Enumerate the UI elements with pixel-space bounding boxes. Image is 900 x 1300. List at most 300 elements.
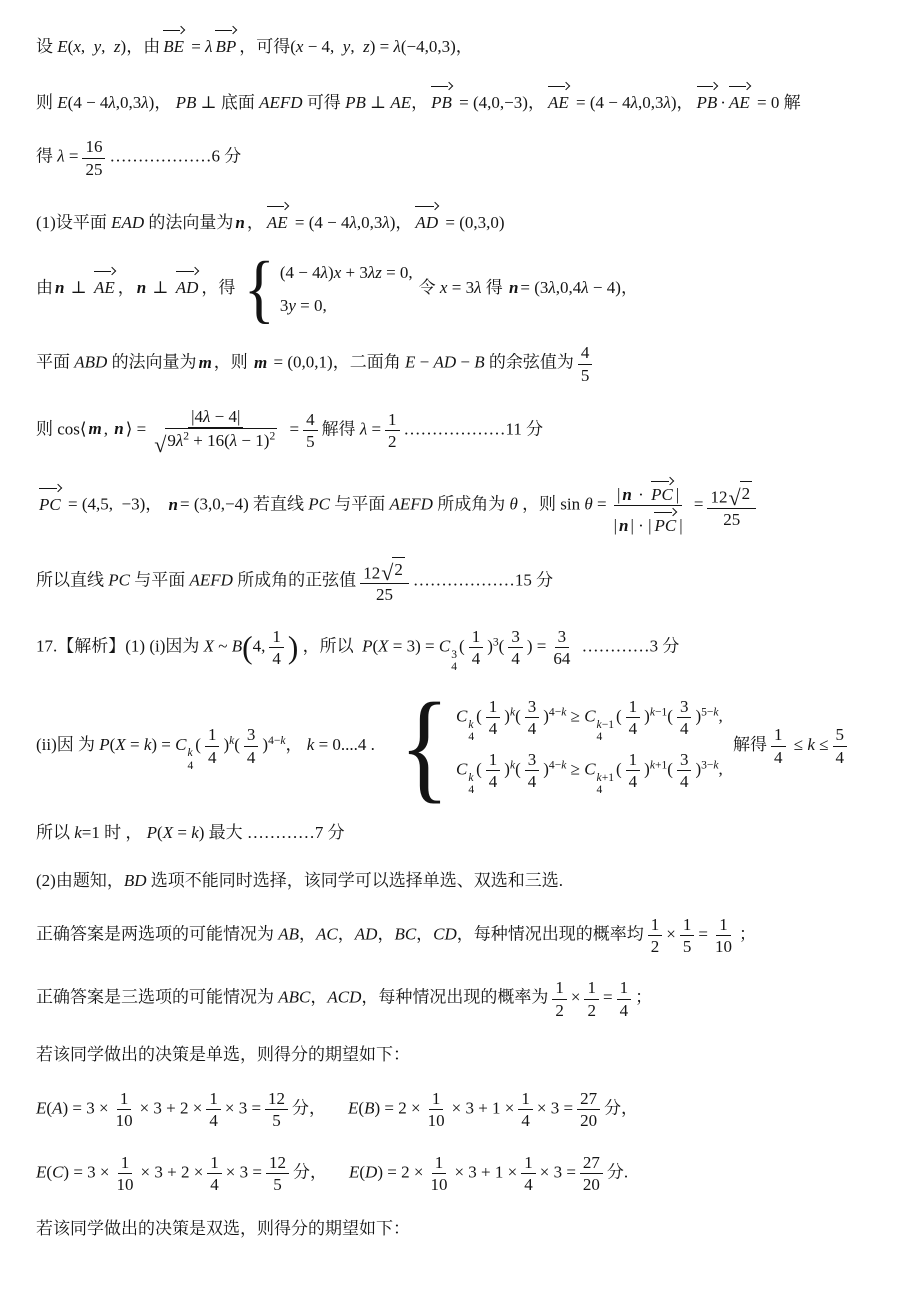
text-run: 的余弦值为 — [488, 353, 574, 373]
vector-with-arrow: PC — [651, 475, 673, 505]
math-run: × — [570, 987, 581, 1007]
superscript: k — [509, 758, 516, 772]
math-run: ( — [615, 759, 622, 779]
square-root — [728, 481, 752, 510]
text-run: 由 — [36, 278, 53, 298]
math-run: × — [666, 924, 676, 944]
math-run: PC — [308, 494, 330, 514]
text-run: (1)设平面 — [36, 212, 112, 232]
math-run: E − AD − B — [404, 353, 485, 373]
math-run: λ = — [359, 419, 382, 439]
math-run: | — [617, 485, 621, 505]
text-run: ； — [635, 987, 653, 1007]
math-run: × 3 + 2 × — [139, 1098, 203, 1118]
superscript: 3 — [492, 634, 499, 648]
text-run: 与平面 — [134, 569, 190, 589]
math-run: ) — [695, 706, 702, 726]
math-run: | — [675, 485, 680, 505]
math-run: θ — [509, 494, 518, 514]
text-run: 所以 — [36, 823, 75, 843]
fraction: $\frac{1}{10}$ — [115, 1089, 133, 1131]
fraction: $\frac{1}{4}$ — [486, 696, 501, 740]
solution-line-18 — [36, 1152, 872, 1196]
fraction: $\frac{1}{4}$ — [521, 1152, 536, 1196]
math-run: (x − 4, y, z) = λ(−4,0,3) — [290, 37, 456, 56]
math-run: AD — [354, 924, 378, 944]
math-run: BD — [123, 870, 147, 890]
superscript: 3−k — [701, 758, 719, 772]
fraction: $\frac{27}{20}$ — [577, 1088, 600, 1132]
vector-arrow-icon — [729, 82, 750, 89]
math-run: ) — [223, 735, 230, 755]
fraction: $\frac{1}{4}$ — [269, 626, 284, 670]
math-run: = (4,0,−3) — [459, 93, 528, 113]
math-run: × 3 + 1 × — [454, 1162, 518, 1182]
text-run: 正确答案是三选项的可能情况为 — [36, 987, 279, 1007]
math-run: · — [720, 93, 726, 113]
bold-vector-symbol: n — [619, 516, 629, 536]
solution-line-9 — [36, 557, 872, 606]
sub-sup-stack: k−1 4 — [596, 717, 614, 744]
fraction: $\frac{4}{5}$ — [303, 409, 318, 453]
superscript: 2 — [183, 429, 190, 443]
math-run: ) — [644, 759, 650, 779]
text-run: ，二面角 — [332, 353, 405, 373]
radical-icon: √ — [154, 431, 167, 457]
math-run: ⊥ — [70, 278, 87, 298]
math-run: X ~ B — [203, 636, 243, 656]
fraction: $\frac{4}{5}$ — [578, 342, 593, 386]
vector-arrow-icon — [215, 26, 236, 33]
vector-with-arrow: PC — [654, 506, 676, 536]
vector-with-arrow: PC — [39, 482, 61, 518]
system-row — [456, 696, 723, 743]
bold-vector-symbol: n — [136, 278, 147, 298]
vector-with-arrow: BE — [163, 24, 184, 60]
text-run: 解得 — [728, 735, 768, 755]
math-run: θ = — [584, 494, 607, 514]
math-run: = — [289, 419, 300, 439]
fraction: $\frac{16}{25}$ — [82, 136, 105, 180]
solution-line-11 — [36, 677, 872, 815]
text-run: 最大 …………7 分 — [208, 823, 345, 843]
text-run: ， — [395, 212, 413, 232]
math-run: EAD — [111, 212, 145, 232]
math-run: ACD — [327, 987, 362, 1007]
vector-arrow-icon — [651, 477, 673, 484]
fraction: $\frac{1}{2}$ — [648, 914, 663, 958]
solution-line-12 — [36, 819, 872, 846]
math-run: E(B) = 2 × — [348, 1098, 421, 1118]
text-run: ， — [455, 37, 473, 56]
math-run: × 3 = — [225, 1162, 262, 1182]
fraction: $\frac{1}{4}$ — [469, 626, 484, 670]
math-run: = (4 − 4λ,0,3λ) — [294, 212, 396, 232]
fraction: $\frac{1}{10}$ — [116, 1152, 134, 1194]
square-root — [381, 557, 405, 586]
math-run: ) — [504, 706, 510, 726]
text-run: ， — [154, 93, 176, 113]
left-brace-icon: { — [244, 246, 276, 331]
math-run: + 16(λ − 1) — [193, 431, 270, 451]
sub-sup-stack: k+1 4 — [596, 771, 614, 797]
math-run: = (0,3,0) — [445, 212, 505, 232]
math-run: CD — [433, 924, 457, 944]
math-run: · — [638, 485, 644, 505]
fraction: $\frac{1}{4}$ — [206, 1088, 221, 1132]
text-run: 若该同学做出的决策是双选，则得分的期望如下： — [36, 1219, 410, 1238]
text-run: 设 — [36, 37, 58, 56]
text-run: 的法向量为 — [111, 353, 197, 373]
text-run: 解 — [783, 93, 801, 113]
math-run: AB — [278, 924, 300, 944]
solution-line-8 — [36, 475, 872, 537]
sub-sup-stack: 3 4 — [451, 647, 458, 673]
fraction: $\frac{1}{4}$ — [626, 749, 641, 793]
math-run: λ = — [57, 147, 79, 167]
math-run: ( — [498, 636, 505, 656]
fraction: $\frac{3}{4}$ — [508, 626, 523, 670]
fraction: $\frac{1}{4}$ — [771, 724, 786, 768]
vector-with-arrow: AD — [176, 265, 199, 301]
math-run: ) — [262, 735, 269, 755]
math-run: P(X = k) — [146, 823, 205, 843]
solution-line-13 — [36, 867, 872, 894]
big-paren: ) — [287, 629, 299, 665]
math-run: ( — [667, 759, 673, 779]
math-run: = 0 — [756, 93, 780, 113]
bold-vector-symbol: n — [114, 419, 124, 439]
vector-with-arrow: BP — [215, 24, 236, 60]
vector-arrow-icon — [94, 267, 115, 274]
math-run: ) — [644, 706, 650, 726]
math-run: ( — [234, 735, 240, 755]
math-run: ≤ k ≤ — [793, 735, 829, 755]
bold-vector-symbol: n — [235, 212, 245, 232]
math-run: ≥ C — [570, 759, 596, 779]
math-run: E(C) = 3 × — [36, 1162, 110, 1182]
solution-line-4 — [36, 200, 872, 236]
brace-system — [395, 677, 723, 815]
math-run: = λ — [191, 37, 213, 56]
text-run: ，由 — [126, 37, 161, 56]
math-run: 4, — [252, 636, 266, 656]
text-run: 则 — [36, 93, 58, 113]
solution-line-19 — [36, 1215, 872, 1242]
math-run: ( — [667, 706, 673, 726]
fraction: $\frac{1}{2}$ — [584, 977, 599, 1021]
text-run: 解得 — [321, 419, 360, 439]
math-run: AC — [316, 924, 338, 944]
fraction: $\frac{1}{10}$ — [430, 1152, 448, 1194]
math-run: = (3λ,0,4λ − 4) — [520, 278, 621, 298]
math-run: × 3 + 1 × — [451, 1098, 515, 1118]
fraction: $\frac{1}{4}$ — [207, 1152, 222, 1196]
vector-arrow-icon — [548, 82, 569, 89]
text-run: 所成角的正弦值 — [237, 569, 357, 589]
fraction: $\frac{1}{4}$ — [626, 696, 641, 740]
fraction: $\frac{3}{4}$ — [677, 696, 692, 740]
math-run: ) — [504, 759, 510, 779]
radical-icon: √ — [381, 560, 394, 586]
math-run: ( — [515, 706, 521, 726]
text-run: 令 — [418, 278, 440, 298]
fraction: 12 √ 2 25 — [707, 481, 756, 530]
bold-vector-symbol: n — [622, 485, 632, 505]
math-run: |4λ − 4| — [191, 406, 241, 426]
text-run: ，每种情况出现的概率均 — [456, 924, 644, 944]
math-run: BC — [394, 924, 417, 944]
vector-arrow-icon — [431, 82, 452, 89]
solution-line-15 — [36, 977, 872, 1021]
math-run: PC — [108, 569, 130, 589]
text-run: ，可得 — [239, 37, 291, 56]
math-run: , — [718, 759, 723, 779]
math-run: ) = — [526, 636, 547, 656]
math-run: = — [602, 987, 613, 1007]
math-run: ≥ C — [570, 706, 596, 726]
solution-line-10 — [36, 626, 872, 673]
fraction: $\frac{12}{5}$ — [265, 1088, 288, 1132]
solution-line-16 — [36, 1041, 872, 1068]
fraction — [611, 475, 686, 537]
text-run: ， — [377, 924, 395, 944]
math-run: (4 − 4λ)x + 3λz = 0, — [279, 263, 413, 283]
math-run: × 3 + 2 × — [140, 1162, 204, 1182]
solution-line-6 — [36, 342, 872, 386]
vector-arrow-icon — [176, 267, 199, 274]
math-run: x = 3λ — [439, 278, 482, 298]
text-run: 正确答案是两选项的可能情况为 — [36, 924, 279, 944]
sub-sup-stack: k 4 — [468, 717, 475, 744]
superscript: 5−k — [701, 705, 719, 719]
vector-arrow-icon — [697, 82, 718, 89]
fraction: $\frac{3}{4}$ — [244, 724, 259, 768]
math-run: ) — [543, 706, 549, 726]
text-run: 若该同学做出的决策是单选，则得分的期望如下： — [36, 1044, 410, 1064]
math-run: E(x, y, z) — [57, 37, 127, 56]
solution-line-17 — [36, 1088, 872, 1132]
vector-arrow-icon — [39, 484, 61, 491]
text-run: ， — [527, 93, 545, 113]
bold-vector-symbol: m — [254, 353, 268, 373]
text-run: ，每种情况出现的概率为 — [361, 987, 549, 1007]
vector-with-arrow: AE — [729, 80, 750, 116]
fraction: $\frac{1}{2}$ — [385, 409, 400, 453]
text-run: ， — [299, 924, 317, 944]
text-run: ； — [738, 924, 756, 944]
math-run: | — [679, 516, 683, 536]
vector-with-arrow: AE — [94, 265, 115, 301]
text-run: ，则 sin — [522, 494, 585, 514]
text-run: ， — [310, 987, 328, 1007]
text-run: 分， — [292, 1162, 327, 1182]
text-run: ， — [620, 278, 638, 298]
math-run: AEFD — [389, 494, 433, 514]
bold-vector-symbol: n — [55, 278, 65, 298]
solution-line-14 — [36, 914, 872, 958]
math-run: ) — [695, 759, 702, 779]
text-run: 17.【解析】(1) (i)因为 — [36, 636, 204, 656]
text-run: 得 — [485, 278, 507, 298]
math-run: PB ⊥ AE — [345, 93, 412, 113]
math-run: = (0,0,1) — [273, 353, 333, 373]
bold-vector-symbol: n — [508, 278, 519, 298]
system-row — [280, 259, 413, 286]
solution-line-2 — [36, 80, 872, 116]
math-run: , — [718, 706, 723, 726]
system-row — [280, 292, 413, 319]
math-run: ABD — [74, 353, 108, 373]
fraction: $\frac{1}{2}$ — [552, 977, 567, 1021]
vector-arrow-icon — [654, 508, 676, 515]
math-run: ( — [459, 636, 465, 656]
radical-icon: √ — [728, 484, 741, 510]
math-run: ( — [476, 706, 482, 726]
fraction: 12 √ 2 25 — [360, 557, 409, 606]
fraction: $\frac{1}{4}$ — [486, 749, 501, 793]
text-run: 所以直线 — [36, 569, 109, 589]
vector-with-arrow: AE — [548, 80, 569, 116]
text-run: 可得 — [306, 93, 346, 113]
superscript: k — [229, 733, 235, 747]
fraction: $\frac{1}{4}$ — [518, 1088, 533, 1132]
text-run: 的法向量为 — [148, 212, 234, 232]
math-run: E(A) = 3 × — [36, 1098, 109, 1118]
math-run: P(X = k) = C — [99, 735, 187, 755]
fraction — [150, 406, 281, 455]
text-run: 分. — [606, 1162, 629, 1182]
text-run: 所成角为 — [437, 494, 510, 514]
text-run: 平面 — [36, 353, 75, 373]
math-run: k=1 — [74, 823, 100, 843]
math-run: C — [455, 706, 468, 726]
text-run: 底面 — [220, 93, 260, 113]
math-run: PB ⊥ — [175, 93, 217, 113]
vector-with-arrow: PB — [431, 80, 452, 116]
math-run: = (3,0,−4) — [179, 494, 249, 514]
text-run: 则 cos⟨ — [36, 419, 87, 439]
text-run: 与平面 — [334, 494, 390, 514]
math-run: ⊥ — [152, 278, 169, 298]
superscript: 4−k — [548, 705, 567, 719]
fraction: $\frac{1}{10}$ — [427, 1089, 445, 1131]
bold-vector-symbol: n — [168, 494, 178, 514]
fraction: $\frac{3}{4}$ — [677, 749, 692, 793]
math-run: × 3 = — [224, 1098, 262, 1118]
math-run: ( — [615, 706, 622, 726]
text-run: 得 — [36, 147, 58, 167]
superscript: 2 — [269, 429, 276, 443]
math-run: E(4 − 4λ,0,3λ) — [57, 93, 155, 113]
math-run: 9λ — [167, 431, 184, 451]
vector-arrow-icon — [267, 202, 288, 209]
math-run: ) — [487, 636, 493, 656]
vector-with-arrow: PB — [697, 80, 718, 116]
fraction: $\frac{3}{4}$ — [525, 696, 540, 740]
math-run: E(D) = 2 × — [348, 1162, 424, 1182]
fraction: $\frac{5}{4}$ — [833, 724, 848, 768]
text-run: (ii)因 为 — [36, 735, 100, 755]
math-run: ) — [543, 759, 549, 779]
solution-line-7 — [36, 406, 872, 455]
fraction: $\frac{1}{5}$ — [680, 914, 695, 958]
sub-sup-stack: k 4 — [468, 771, 475, 797]
fraction: $\frac{3}{4}$ — [525, 749, 540, 793]
math-run: | · | — [630, 516, 652, 536]
math-run: = — [698, 924, 708, 944]
math-run: ( — [195, 735, 201, 755]
text-run: ， — [411, 93, 429, 113]
fraction: $\frac{1}{10}$ — [714, 914, 732, 957]
text-run: ， — [676, 93, 694, 113]
math-run: = (4,5, −3) — [67, 494, 146, 514]
vector-with-arrow: AD — [415, 200, 438, 236]
math-run: 2 — [741, 484, 751, 504]
text-run: ， — [145, 494, 167, 514]
math-run: | — [613, 516, 618, 536]
big-paren: ( — [242, 629, 253, 665]
fraction: $\frac{1}{4}$ — [205, 724, 220, 768]
math-run: 2 — [394, 559, 403, 579]
system-row — [456, 749, 723, 796]
math-run: 12 — [363, 563, 381, 583]
text-run: ………………6 分 — [109, 147, 242, 167]
left-brace-icon: { — [399, 677, 450, 815]
text-run: ，得 — [201, 278, 236, 298]
math-run: = (4 − 4λ,0,3λ) — [575, 93, 677, 113]
math-run: P(X = 3) = C — [362, 636, 451, 656]
solution-line-1 — [36, 24, 872, 60]
math-run: 3y = 0, — [279, 296, 327, 316]
text-run: ， — [246, 212, 264, 232]
bold-vector-symbol: m — [88, 419, 102, 439]
brace-system — [241, 246, 413, 331]
text-run: ，则 — [213, 353, 253, 373]
text-run: ， — [285, 735, 307, 755]
solution-line-5 — [36, 246, 872, 331]
superscript: k — [509, 705, 516, 719]
text-run: 选项不能同时选择，该同学可以选择单选、双选和三选. — [150, 870, 563, 890]
solution-line-3 — [36, 136, 872, 180]
math-run: C — [455, 759, 468, 779]
text-run: 分， — [292, 1098, 327, 1118]
text-run: ， — [416, 924, 434, 944]
sub-sup-stack: k 4 — [187, 746, 194, 772]
text-run: , — [103, 419, 113, 439]
math-run: × 3 = — [536, 1098, 574, 1118]
text-run: (2)由题知， — [36, 870, 124, 890]
superscript: 4−k — [268, 733, 286, 747]
vector-arrow-icon — [163, 26, 184, 33]
math-run: AEFD — [189, 569, 233, 589]
text-run: 若直线 — [253, 494, 309, 514]
math-run: k = 0....4 . — [306, 735, 375, 755]
math-run: × 3 = — [539, 1162, 576, 1182]
text-run: 分， — [604, 1098, 639, 1118]
fraction: $\frac{12}{5}$ — [266, 1152, 289, 1196]
text-run: ， — [337, 924, 355, 944]
math-run: ( — [515, 759, 521, 779]
text-run: ………………11 分 — [403, 419, 544, 439]
bold-vector-symbol: m — [198, 353, 212, 373]
solution-text-body — [36, 24, 872, 1242]
fraction: $\frac{27}{20}$ — [580, 1152, 603, 1196]
fraction: $\frac{1}{4}$ — [617, 977, 632, 1021]
text-run: …………3 分 — [577, 636, 680, 656]
math-run: AEFD — [259, 93, 303, 113]
square-root — [154, 428, 277, 457]
